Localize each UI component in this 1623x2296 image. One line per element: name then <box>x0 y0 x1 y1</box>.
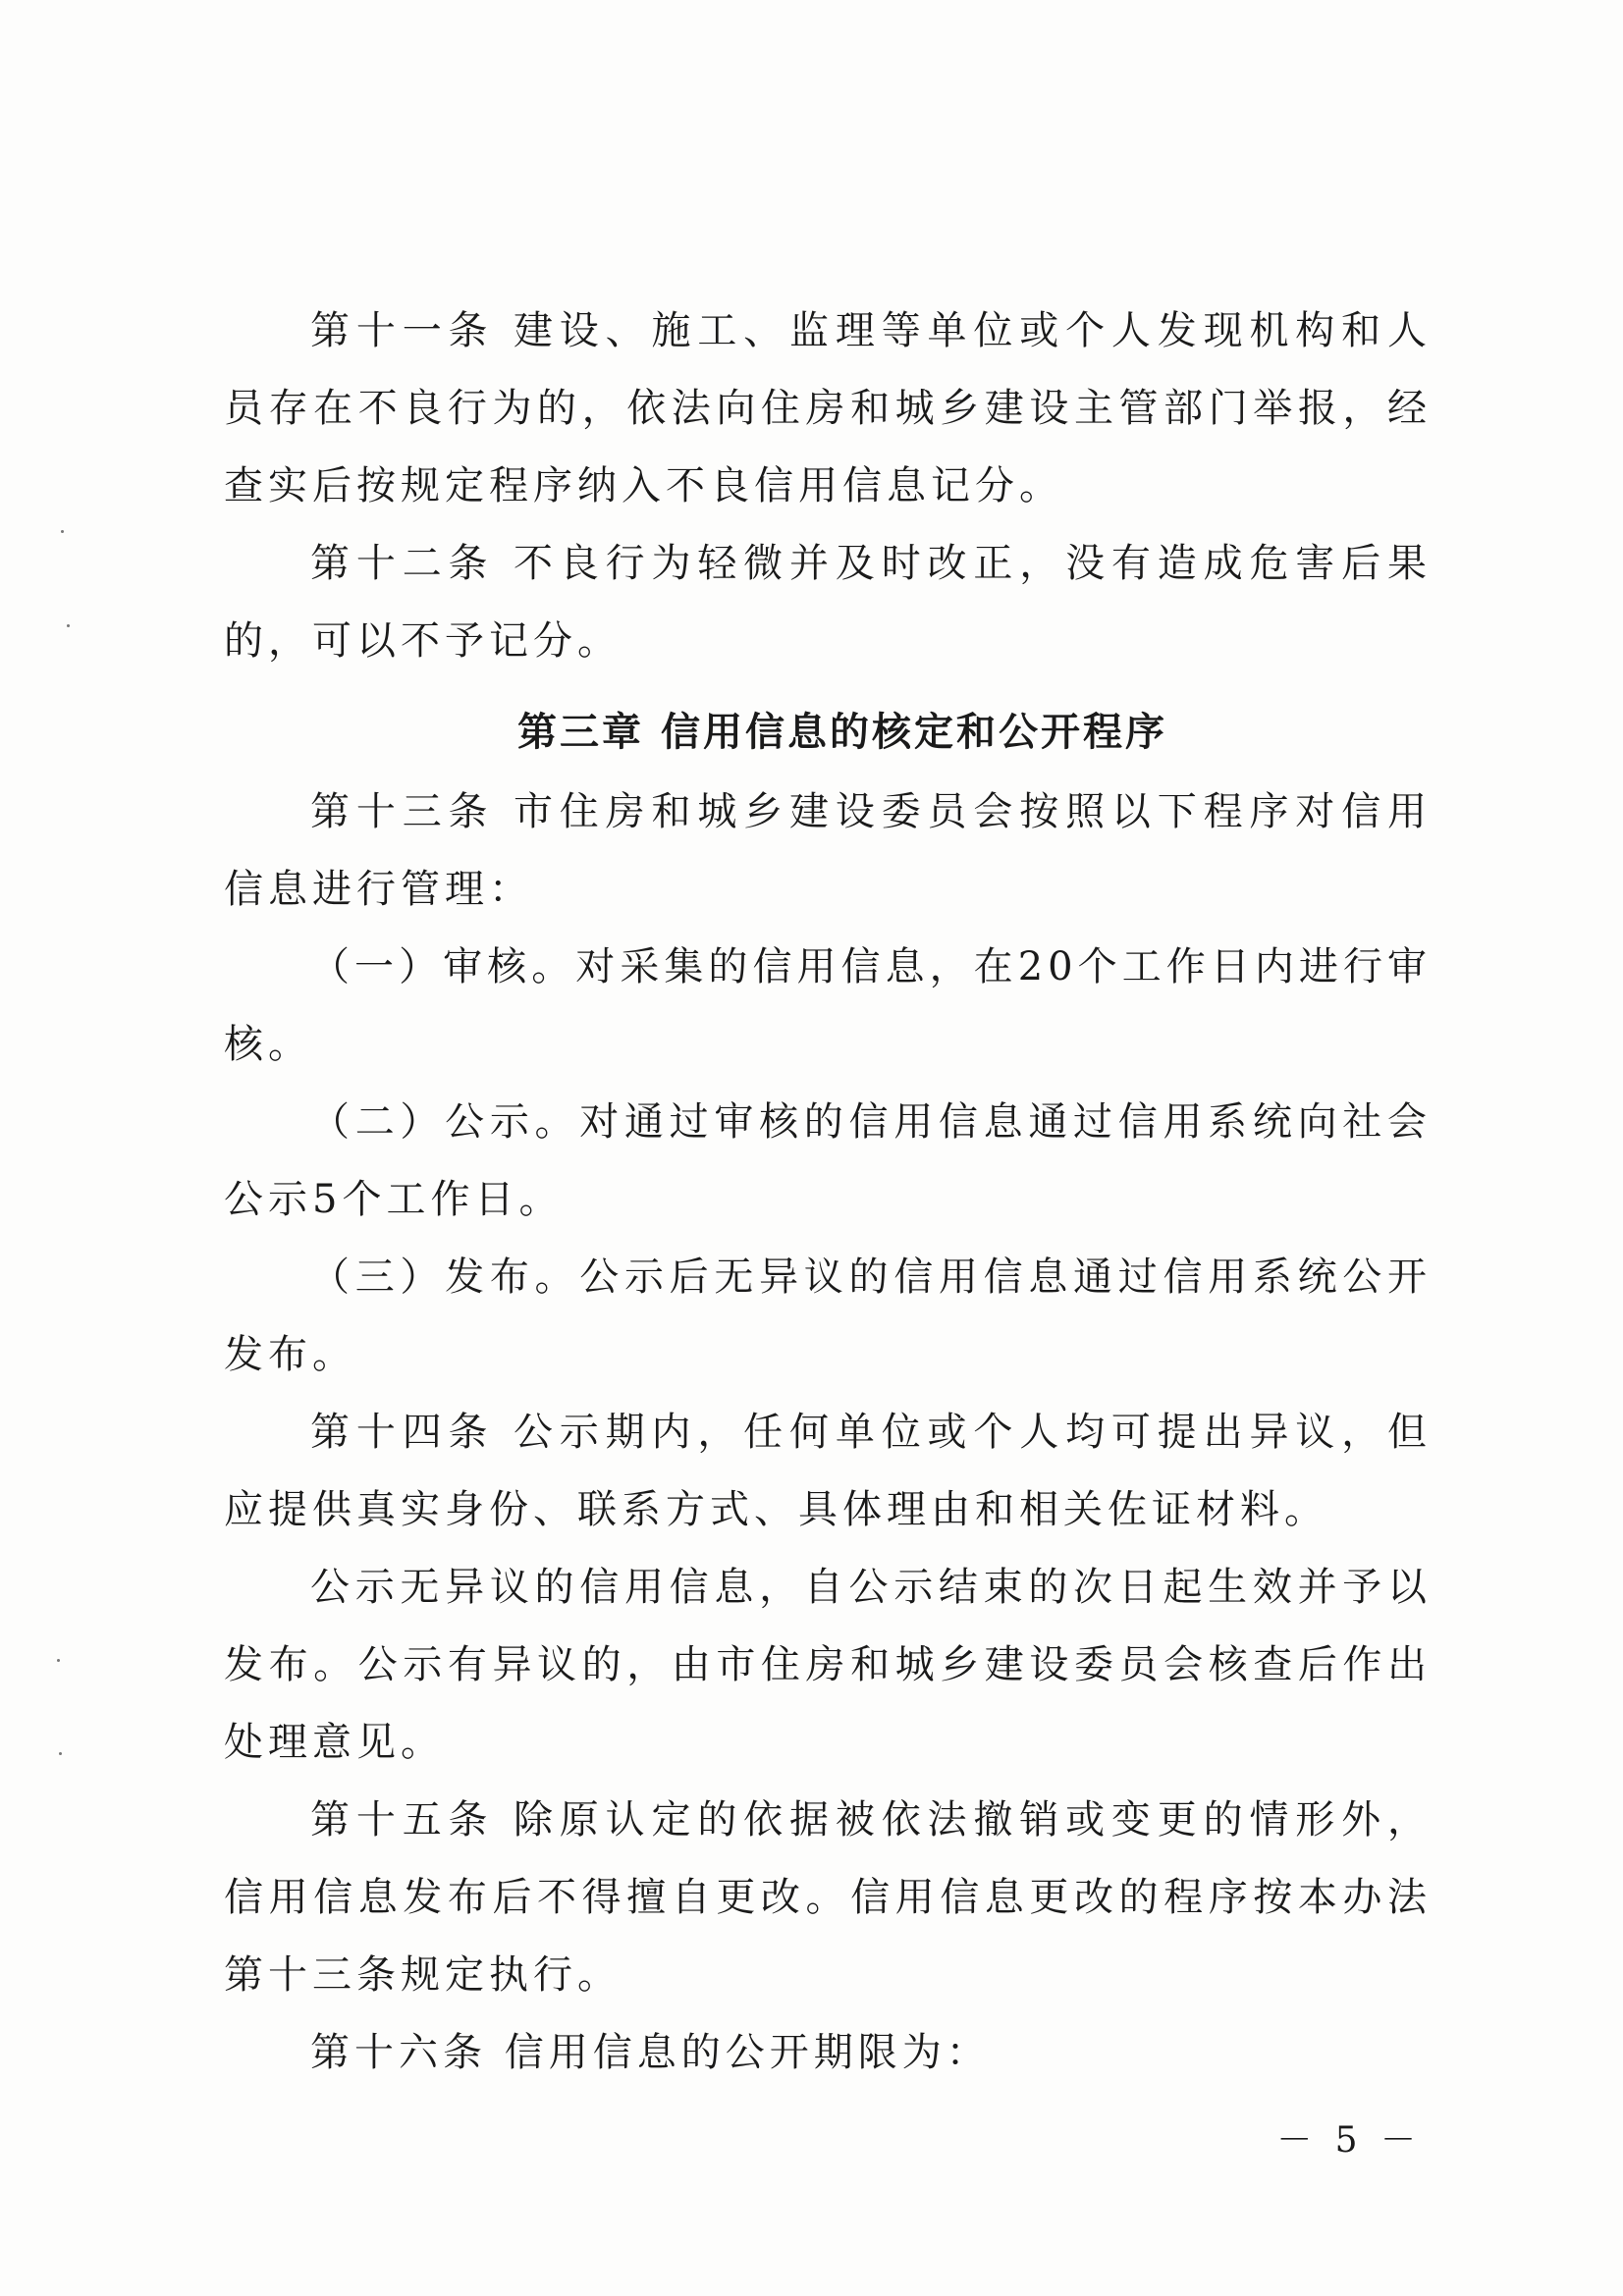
scan-speck <box>61 530 64 533</box>
article-15: 第十五条 除原认定的依据被依法撤销或变更的情形外，信用信息发布后不得擅自更改。信用信息更改的程序按本办法第十三条规定执行。 <box>224 1797 1432 1998</box>
list-item-release: （三）发布。公示后无异议的信用信息通过信用系统公开发布。 <box>224 1255 1432 1377</box>
article-13: 第十三条 市住房和城乡建设委员会按照以下程序对信用信息进行管理： <box>224 789 1432 912</box>
article-16: 第十六条 信用信息的公开期限为： <box>310 2030 991 2075</box>
scan-speck <box>67 624 70 627</box>
scan-speck <box>57 1659 60 1662</box>
list-item-publicity: （二）公示。对通过审核的信用信息通过信用系统向社会公示5个工作日。 <box>224 1099 1432 1222</box>
list-item-review: （一）审核。对采集的信用信息，在20个工作日内进行审核。 <box>224 944 1432 1067</box>
chapter-title: 第三章 信用信息的核定和公开程序 <box>517 710 1167 755</box>
article-14: 第十四条 公示期内，任何单位或个人均可提出异议，但应提供真实身份、联系方式、具体理由和相关佐证材料。 <box>224 1410 1432 1532</box>
article-14-continuation: 公示无异议的信用信息，自公示结束的次日起生效并予以发布。公示有异议的，由市住房和城乡建设委员会核查后作出处理意见。 <box>224 1565 1432 1765</box>
page-number: － 5 － <box>1276 2120 1422 2161</box>
document-body <box>224 293 1432 2092</box>
article-12: 第十二条 不良行为轻微并及时改正，没有造成危害后果的，可以不予记分。 <box>224 541 1432 664</box>
scan-speck <box>59 1752 62 1755</box>
article-11: 第十一条 建设、施工、监理等单位或个人发现机构和人员存在不良行为的，依法向住房和城乡建设主管部门举报，经查实后按规定程序纳入不良信用信息记分。 <box>224 308 1432 508</box>
